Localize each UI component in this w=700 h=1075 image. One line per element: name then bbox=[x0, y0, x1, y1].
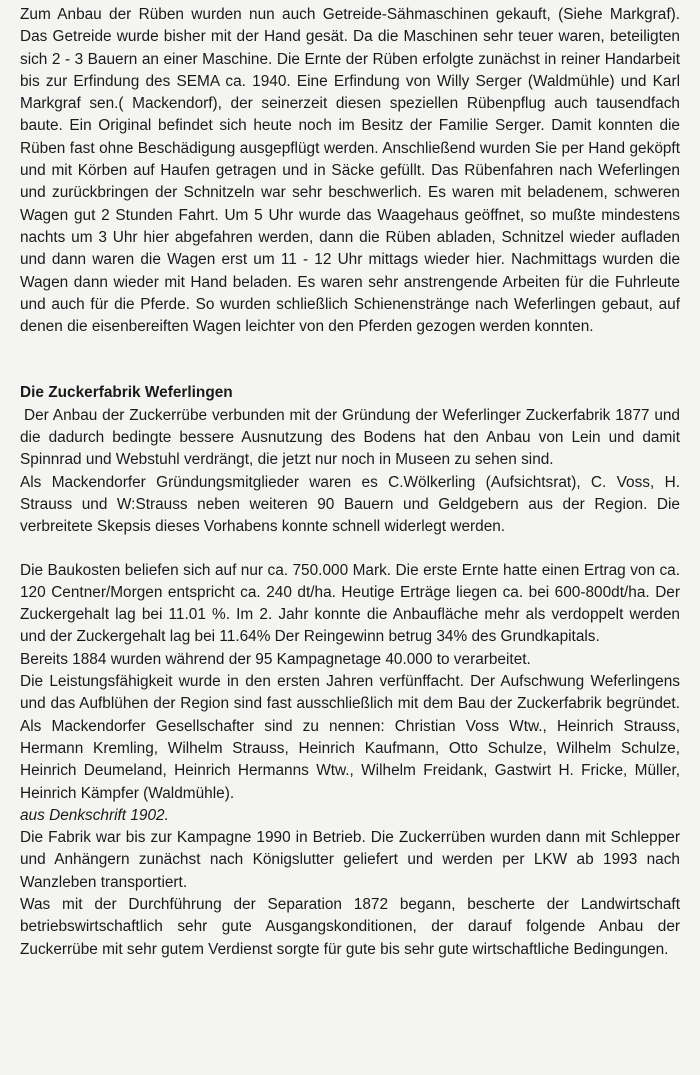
paragraph-spacer bbox=[20, 539, 680, 560]
section-paragraph-costs: Die Baukosten beliefen sich auf nur ca. 750.000 Mark. Die erste Ernte hatte einen Ertrag von ca. 120 Centner/Morgen entspricht ca. 240 dt/ha. Heutige Erträge liegen ca. bei 600-800dt/ha. Der Zuckergehalt lag bei 11.01 %. Im 2. Jahr konnte die Anbaufläche mehr als verdoppelt werden und der Zuckergehalt lag bei 11.64% Der Reingewinn betrug 34% des Grundkapitals. bbox=[20, 561, 680, 646]
section-spacer bbox=[20, 338, 680, 382]
section-paragraph-separation: Was mit der Durchführung der Separation 1872 begann, bescherte der Landwirtschaft betriebswirtschaftlich sehr gute Ausgangskonditionen, der darauf folgende Anbau der Zuckerrübe mit sehr gutem Verdienst sorgte für gute bis sehr gute wirtschaftliche Bedingungen. bbox=[20, 895, 680, 958]
section-paragraph-members: Als Mackendorfer Gründungsmitglieder waren es C.Wölkerling (Aufsichtsrat), C. Voss, H. Strauss und W:Strauss neben weiteren 90 Bauern und Geldgebern aus der Region. Die verbreitete Skepsis dieses Vorhabens konnte schnell widerlegt werden. bbox=[20, 473, 680, 536]
section-paragraph-operation: Die Fabrik war bis zur Kampagne 1990 in Betrieb. Die Zuckerrüben wurden dann mit Schlepper und Anhängern zunächst nach Königslutter geliefert und werden per LKW ab 1993 nach Wanzleben transportiert. bbox=[20, 829, 680, 891]
section-paragraph-founding: Der Anbau der Zuckerrübe verbunden mit der Gründung der Weferlinger Zuckerfabrik 1877 und die dadurch bedingte bessere Ausnutzung des Bodens hat den Anbau von Lein und damit Spinnrad und Webstuhl verdrängt, die jetzt nur noch in Museen zu sehen sind. bbox=[20, 406, 680, 469]
section-source-note: aus Denkschrift 1902. bbox=[20, 806, 169, 824]
section-paragraph-shareholders: Die Leistungsfähigkeit wurde in den ersten Jahren verfünffacht. Der Aufschwung Weferlingens und das Aufblühen der Region sind fast ausschließlich mit dem Bau der Zuckerfabrik begründet. Als Mackendorfer Gesellschafter sind zu nennen: Christian Voss Wtw., Heinrich Strauss, Hermann Kremling, Wilhelm Strauss, Heinrich Kaufmann, Otto Schulze, Wilhelm Schulze, Heinrich Deumeland, Heinrich Hermanns Wtw., Wilhelm Freidank, Gastwirt H. Fricke, Müller, Heinrich Kämpfer (Waldmühle). bbox=[20, 673, 680, 802]
document-page bbox=[20, 4, 680, 961]
intro-paragraph: Zum Anbau der Rüben wurden nun auch Getreide-Sähmaschinen gekauft, (Siehe Markgraf). Das Getreide wurde bisher mit der Hand gesät. Da die Maschinen sehr teuer waren, beteiligten sich 2 - 3 Bauern an einer Maschine. Die Ernte der Rüben erfolgte zunächst in reiner Handarbeit bis zur Erfindung des SEMA ca. 1940. Eine Erfindung von Willy Serger (Waldmühle) und Karl Markgraf sen.( Mackendorf), der seinerzeit diesen speziellen Rübenpflug auch tausendfach baute. Ein Original befindet sich heute noch im Besitz der Familie Serger. Damit konnten die Rüben fast ohne Beschädigung ausgepflügt werden. Anschließend wurden Sie per Hand geköpft und mit Körben auf Haufen getragen und in Säcke gefüllt. Das Rübenfahren nach Weferlingen und zurückbringen der Schnitzeln war sehr beschwerlich. Es waren mit beladenem, schweren Wagen gut 2 Stunden Fahrt. Um 5 Uhr wurde das Waagehaus geöffnet, so mußte mindestens nachts um 3 Uhr hier abgefahren werden, dann die Rüben abladen, Schnitzel wieder aufladen und dann waren die Wagen erst um 11 - 12 Uhr mittags wieder hier. Nachmittags wurden die Wagen dann wieder mit Hand beladen. Es waren sehr anstrengende Arbeiten für die Fuhrleute und auch für die Pferde. So wurden schließlich Schienenstränge nach Weferlingen gebaut, auf denen die eisenbereiften Wagen leichter von den Pferden gezogen werden konnten. bbox=[20, 6, 680, 336]
section-paragraph-1884: Bereits 1884 wurden während der 95 Kampagnetage 40.000 to verarbeitet. bbox=[20, 650, 531, 668]
section-heading: Die Zuckerfabrik Weferlingen bbox=[20, 384, 233, 402]
